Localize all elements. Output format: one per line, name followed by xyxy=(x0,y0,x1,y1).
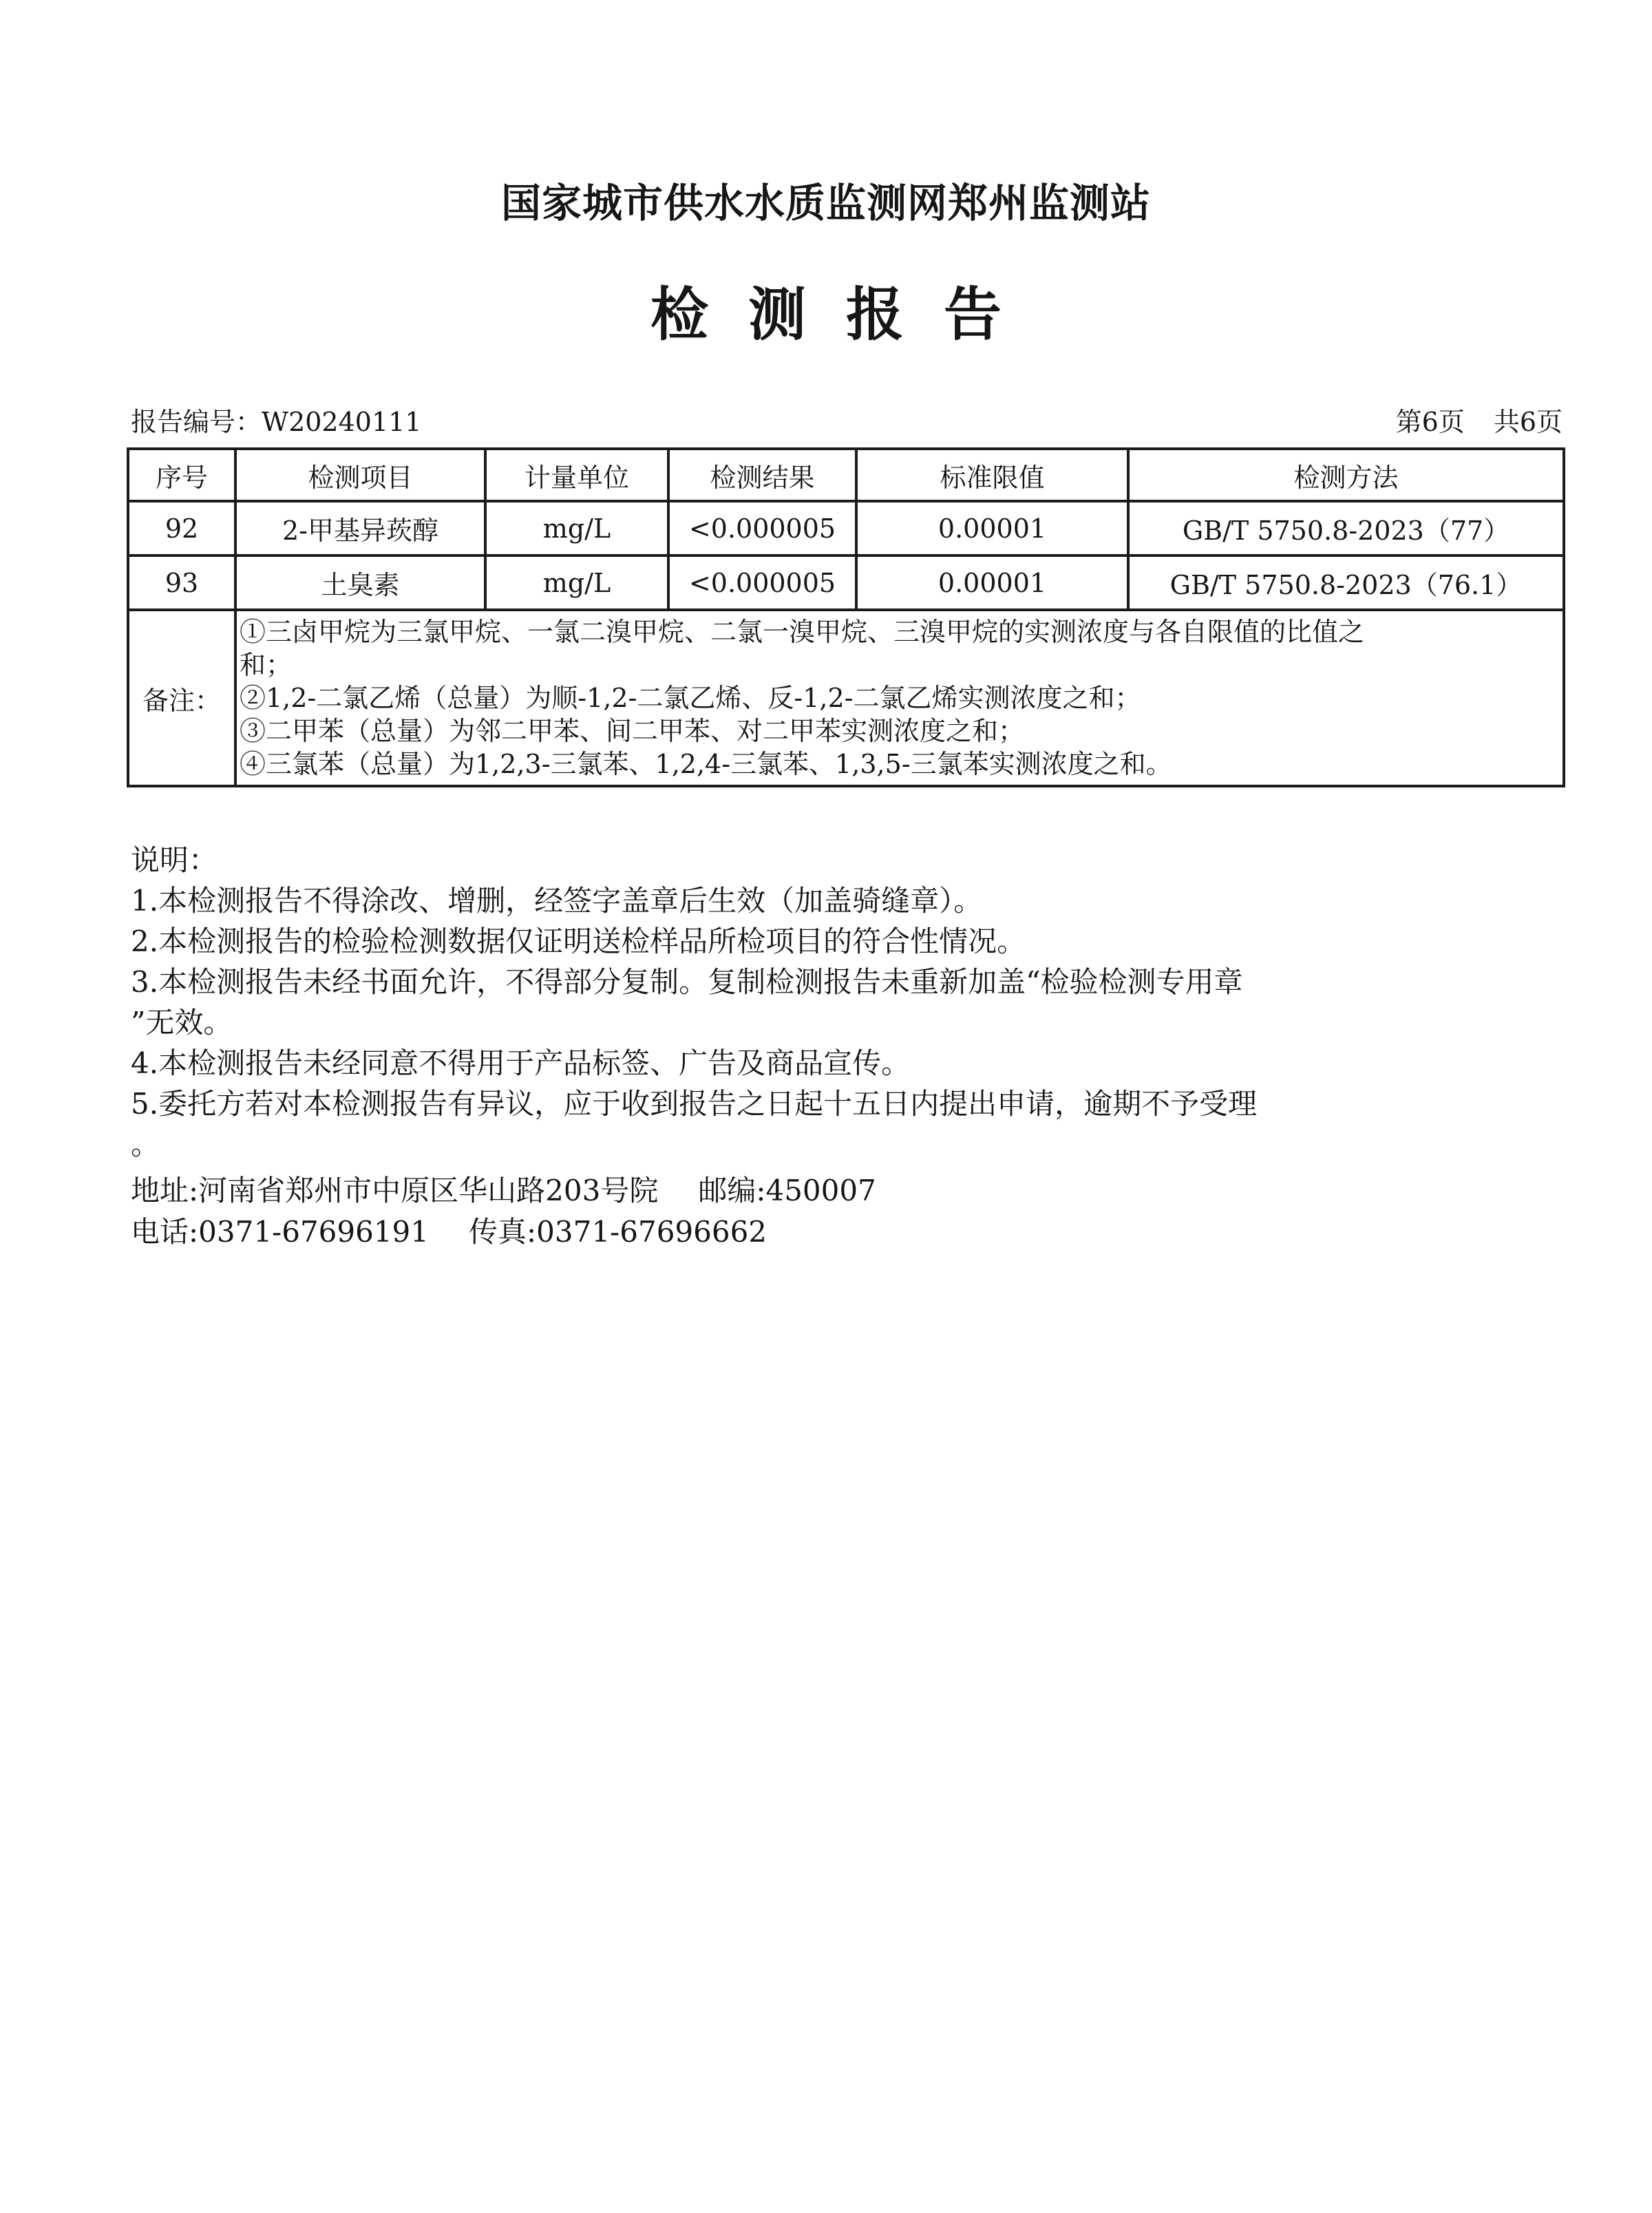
address: 地址:河南省郑州市中原区华山路203号院 xyxy=(131,1174,659,1207)
fax: 传真:0371-67696662 xyxy=(469,1215,767,1249)
cell-unit: mg/L xyxy=(485,501,668,555)
explanation-heading: 说明： xyxy=(131,843,218,877)
explanation-line: 2.本检测报告的检验检测数据仅证明送检样品所检项目的符合性情况。 xyxy=(131,924,1026,958)
explanation-line: 3.本检测报告未经书面允许，不得部分复制。复制检测报告未重新加盖“检验检测专用章 xyxy=(131,965,1243,999)
column-header-method: 检测方法 xyxy=(1128,449,1564,501)
page-counter xyxy=(1396,401,1563,438)
explanation-line: 4.本检测报告未经同意不得用于产品标签、广告及商品宣传。 xyxy=(131,1046,911,1080)
note-line: ①三卤甲烷为三氯甲烷、一氯二溴甲烷、二氯一溴甲烷、三溴甲烷的实测浓度与各自限值的比值之 xyxy=(240,617,1365,647)
column-header-unit: 计量单位 xyxy=(485,449,668,501)
explanation-section xyxy=(131,840,1569,1165)
phone: 电话:0371-67696191 xyxy=(131,1215,430,1249)
note-line: ④三氯苯（总量）为1,2,3-三氯苯、1,2,4-三氯苯、1,3,5-三氯苯实测浓度之和。 xyxy=(240,749,1172,779)
report-meta xyxy=(131,401,1563,435)
organization-title: 国家城市供水水质监测网郑州监测站 xyxy=(500,180,1151,226)
table-row xyxy=(128,555,1564,610)
column-header-no: 序号 xyxy=(128,449,235,501)
cell-method: GB/T 5750.8-2023（77） xyxy=(1128,501,1564,555)
cell-limit: 0.00001 xyxy=(856,555,1128,610)
table-header-row xyxy=(128,449,1564,501)
explanation-line: 1.本检测报告不得涂改、增删，经签字盖章后生效（加盖骑缝章）。 xyxy=(131,884,983,918)
note-line: ③二甲苯（总量）为邻二甲苯、间二甲苯、对二甲苯实测浓度之和； xyxy=(240,716,1025,746)
report-number-label: 报告编号： xyxy=(131,407,262,437)
cell-no: 93 xyxy=(128,555,235,610)
cell-no: 92 xyxy=(128,501,235,555)
cell-item: 土臭素 xyxy=(235,555,485,610)
note-line: 和； xyxy=(240,650,293,680)
address-line xyxy=(131,1170,876,1211)
page-total: 共6页 xyxy=(1493,407,1563,437)
cell-result: <0.000005 xyxy=(668,555,856,610)
explanation-line: ”无效。 xyxy=(131,1006,233,1039)
explanation-line: 5.委托方若对本检测报告有异议，应于收到报告之日起十五日内提出申请，逾期不予受理 xyxy=(131,1087,1258,1121)
report-number xyxy=(131,401,422,438)
table-row xyxy=(128,501,1564,555)
column-header-item: 检测项目 xyxy=(235,449,485,501)
cell-unit: mg/L xyxy=(485,555,668,610)
notes-label: 备注： xyxy=(128,610,235,786)
cell-limit: 0.00001 xyxy=(856,501,1128,555)
note-line: ②1,2-二氯乙烯（总量）为顺-1,2-二氯乙烯、反-1,2-二氯乙烯实测浓度之和； xyxy=(240,683,1141,713)
page-current: 第6页 xyxy=(1395,407,1465,437)
column-header-result: 检测结果 xyxy=(668,449,856,501)
cell-method: GB/T 5750.8-2023（76.1） xyxy=(1128,555,1564,610)
notes-content xyxy=(235,610,1564,786)
contact-info xyxy=(131,1170,876,1253)
cell-item: 2-甲基异莰醇 xyxy=(235,501,485,555)
notes-row xyxy=(128,610,1564,786)
explanation-line: 。 xyxy=(131,1127,160,1161)
report-number-value: W20240111 xyxy=(262,407,422,437)
page-header xyxy=(0,0,1652,385)
column-header-limit: 标准限值 xyxy=(856,449,1128,501)
report-title: 检测报告 xyxy=(650,281,1041,348)
phone-line xyxy=(131,1211,876,1253)
cell-result: <0.000005 xyxy=(668,501,856,555)
postcode: 邮编:450007 xyxy=(698,1174,876,1207)
results-table xyxy=(127,447,1565,787)
